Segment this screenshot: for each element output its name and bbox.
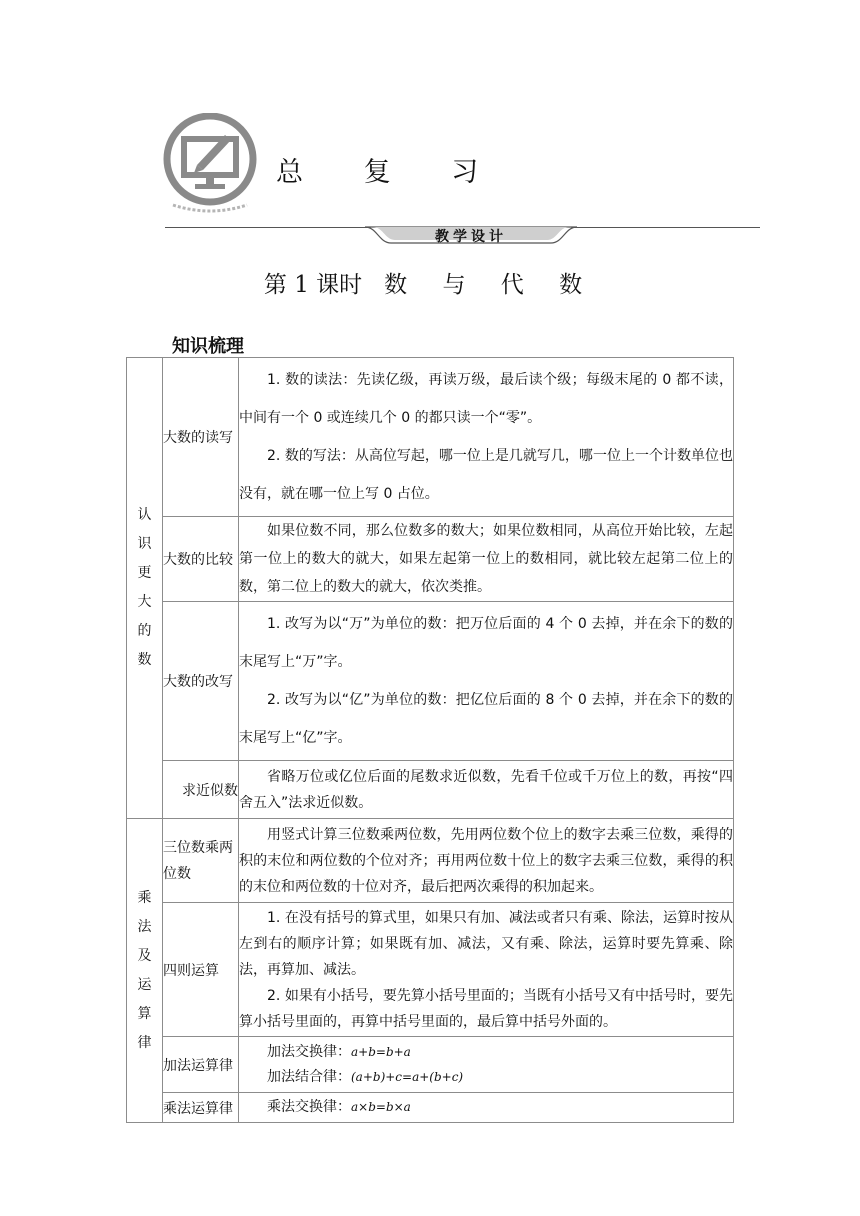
page-title: 总 复 习 <box>276 157 505 188</box>
description-cell <box>239 517 734 602</box>
description-text: 2. 数的写法：从高位写起，哪一位上是几就写几，哪一位上一个计数单位也没有，就在哪一位上写 0 占位。 <box>239 448 733 502</box>
section-banner <box>165 220 760 250</box>
law-formula: a×b=b×a <box>351 1100 411 1114</box>
monitor-pen-icon <box>163 113 259 213</box>
table-row <box>127 1037 734 1093</box>
section-heading: 知识梳理 <box>172 336 244 357</box>
category-label: 乘法及运算律 <box>137 889 152 1051</box>
category-cell <box>127 358 163 819</box>
table-row <box>127 903 734 1037</box>
lesson-topic: 数 与 代 数 <box>384 272 597 298</box>
banner-label: 教学设计 <box>435 229 507 245</box>
table-row <box>127 1093 734 1123</box>
law-name: 乘法交换律： <box>267 1099 351 1115</box>
law-line <box>239 1095 733 1120</box>
description-cell <box>239 903 734 1037</box>
category-cell <box>127 819 163 1123</box>
description-text: 省略万位或亿位后面的尾数求近似数，先看千位或千万位上的数，再按“四舍五入”法求近似数。 <box>239 768 733 811</box>
description-cell <box>239 358 734 517</box>
lesson-logo <box>163 113 259 213</box>
law-formula: a+b=b+a <box>351 1044 411 1059</box>
law-line <box>239 1040 733 1065</box>
description-cell <box>239 819 734 903</box>
description-text: 1. 数的读法：先读亿级，再读万级，最后读个级；每级末尾的 0 都不读，中间有一个 0 或连续几个 0 的都只读一个“零”。 <box>239 372 733 426</box>
topic-cell: 大数的比较 <box>163 517 239 602</box>
law-name: 加法交换律： <box>267 1043 351 1060</box>
description-cell <box>239 761 734 819</box>
table-row <box>127 517 734 602</box>
description-cell <box>239 1093 734 1123</box>
topic-cell: 四则运算 <box>163 903 239 1037</box>
table-row <box>127 819 734 903</box>
law-formula: (a+b)+c=a+(b+c) <box>351 1069 464 1084</box>
lesson-number: 第 1 课时 <box>263 272 363 298</box>
category-label: 认识更大的数 <box>137 507 152 668</box>
table-row <box>127 602 734 761</box>
description-text: 2. 如果有小括号，要先算小括号里面的；当既有小括号又有中括号时，要先算小括号里面的，再算中括号里面的，最后算中括号外面的。 <box>239 987 733 1030</box>
law-line <box>239 1065 733 1090</box>
description-cell <box>239 1037 734 1093</box>
description-text: 2. 改写为以“亿”为单位的数：把亿位后面的 8 个 0 去掉，并在余下的数的末尾写上“亿”字。 <box>239 692 733 746</box>
description-text: 如果位数不同，那么位数多的数大；如果位数相同，从高位开始比较，左起第一位上的数大的就大，如果左起第一位上的数相同，就比较左起第二位上的数，第二位上的数大的就大，依次类推。 <box>239 523 733 595</box>
description-text: 1. 在没有括号的算式里，如果只有加、减法或者只有乘、除法，运算时按从左到右的顺序计算；如果既有加、减法，又有乘、除法，运算时要先算乘、除法，再算加、减法。 <box>239 909 733 978</box>
law-name: 加法结合律： <box>267 1068 351 1085</box>
table-row <box>127 761 734 819</box>
description-text: 1. 改写为以“万”为单位的数：把万位后面的 4 个 0 去掉，并在余下的数的末尾写上“万”字。 <box>239 616 733 670</box>
lesson-title <box>0 266 860 299</box>
description-text: 用竖式计算三位数乘两位数，先用两位数个位上的数字去乘三位数，乘得的积的末位和两位数的个位对齐；再用两位数十位上的数字去乘三位数，乘得的积的末位和两位数的十位对齐，最后把两次乘得的积加起来。 <box>239 826 733 895</box>
table-row <box>127 358 734 517</box>
topic-cell: 三位数乘两位数 <box>163 819 239 903</box>
topic-cell: 乘法运算律 <box>163 1093 239 1123</box>
description-cell <box>239 602 734 761</box>
knowledge-table <box>126 357 734 1123</box>
topic-cell: 加法运算律 <box>163 1037 239 1093</box>
topic-cell: 大数的读写 <box>163 358 239 517</box>
topic-cell: 大数的改写 <box>163 602 239 761</box>
topic-cell: 求近似数 <box>163 761 239 819</box>
